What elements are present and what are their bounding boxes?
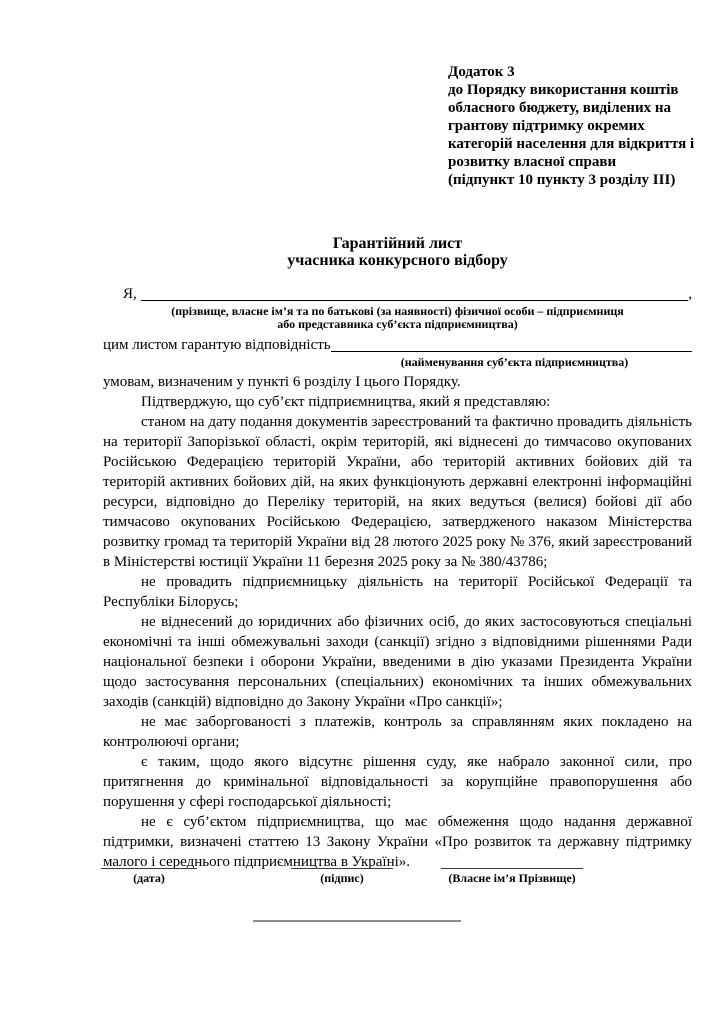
signature-section (101, 868, 690, 908)
ya-prefix: Я, (123, 286, 137, 302)
annex-line: (підпункт 10 пункту 3 розділу III) (448, 172, 676, 188)
document-body (103, 284, 692, 872)
business-name-caption: (найменування суб’єкта підприємництва) (400, 355, 629, 369)
business-name-fill-field[interactable] (331, 335, 692, 352)
guarantee-text: цим листом гарантую відповідність (103, 337, 331, 353)
title-line-1: Гарантійний лист (332, 235, 463, 252)
person-name-fill-field[interactable] (141, 284, 689, 301)
statement-paragraph: станом на дату подання документів зареєстрований та фактично провадить діяльність на території Запорізької області, окрім територій, які віднесені до тимчасово окупованих Російською Федерацією територій України, або територій активних бойових дій та територій активних бойових дій, на яких функціонують державні електронні інформаційні ресурси, відповідно до Переліку територій, на яких ведуться (велися) бойові дії або тимчасово окупованих Російською Федерацією, затвердженого наказом Міністерства розвитку громад та територій України від 28 лютого 2025 року № 376, який зареєстрований в Міністерстві юстиції України 11 березня 2025 року за № 380/43786; (103, 414, 692, 570)
guarantee-line (103, 335, 692, 355)
confirm-line: Підтверджую, що суб’єкт підприємництва, який я представляю: (141, 394, 551, 410)
ya-trailing-comma: , (688, 286, 692, 302)
intro-ya-line (103, 284, 692, 304)
person-name-caption (103, 305, 692, 331)
signature-name-column (441, 868, 583, 885)
annex-line: обласного бюджету, виділених на (448, 100, 671, 116)
signature-label: (підпис) (320, 871, 364, 885)
annex-line: грантову підтримку окремих (448, 118, 645, 134)
annex-line: Додаток 3 (448, 64, 515, 80)
document-title (103, 235, 692, 269)
title-line-2: учасника конкурсного відбору (287, 252, 508, 269)
annex-line: категорій населення для відкриття і (448, 136, 695, 152)
annex-line: до Порядку використання коштів (448, 82, 679, 98)
signature-sign-column (291, 868, 393, 885)
conditions-line: умовам, визначеним у пункті 6 розділу І цього Порядку. (103, 374, 461, 390)
date-label: (дата) (133, 871, 165, 885)
person-name-caption-line1: (прізвище, власне ім’я та по батькові (за наявності) фізичної особи – підприємниця (171, 304, 624, 318)
annex-block (448, 63, 696, 189)
statement-paragraph: є таким, щодо якого відсутнє рішення суду, яке набрало законної сили, про притягнення до кримінальної відповідальності за корупційне правопорушення або порушення у сфері господарської діяльності; (103, 754, 692, 810)
statement-paragraph: не провадить підприємницьку діяльність на території Російської Федерації та Республіки Білорусь; (103, 574, 692, 610)
person-name-caption-line2: або представника суб’єкта підприємництва) (277, 317, 518, 331)
extra-signature-line[interactable] (253, 920, 461, 922)
signature-date-column (101, 868, 197, 885)
statement-paragraph: не є суб’єктом підприємництва, що має обмеження щодо надання державної підтримки, визначені статтею 13 Закону України «Про розвиток та державну підтримку малого і середнього підприємництва в Україні». (103, 814, 692, 870)
statement-paragraph: не має заборгованості з платежів, контроль за справлянням яких покладено на контролюючі органи; (103, 714, 692, 750)
annex-line: розвитку власної справи (448, 154, 617, 170)
statement-paragraph: не віднесений до юридичних або фізичних осіб, до яких застосовуються спеціальні економічні та інші обмежувальні заходи (санкції) згідно з відповідними рішеннями Ради національної безпеки і оборони України, введеними в дію указами Президента України щодо застосування персональних (спеціальних) економічних та інших обмежувальних заходів (санкцій) відповідно до Закону України «Про санкції»; (103, 614, 692, 710)
name-label: (Власне ім’я Прізвище) (448, 871, 576, 885)
